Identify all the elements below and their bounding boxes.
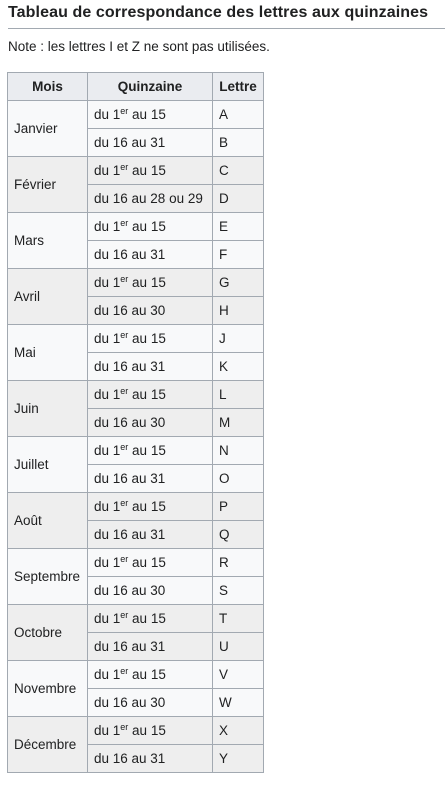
cell-mois: Août: [8, 493, 88, 549]
cell-lettre: Y: [213, 745, 264, 773]
cell-lettre: N: [213, 437, 264, 465]
table-row: [8, 213, 264, 241]
ordinal-sup: er: [120, 162, 129, 172]
cell-lettre: X: [213, 717, 264, 745]
ordinal-sup: er: [120, 218, 129, 228]
cell-lettre: U: [213, 633, 264, 661]
table-row: [8, 381, 264, 409]
quinzaine-prefix: du 1: [94, 163, 121, 178]
ordinal-sup: er: [120, 722, 129, 732]
cell-lettre: V: [213, 661, 264, 689]
cell-quinzaine: [88, 101, 213, 129]
cell-lettre: L: [213, 381, 264, 409]
quinzaine-suffix: au 15: [128, 163, 166, 178]
quinzaine-suffix: au 15: [128, 219, 166, 234]
quinzaine-suffix: au 15: [128, 443, 166, 458]
cell-mois: Septembre: [8, 549, 88, 605]
cell-lettre: O: [213, 465, 264, 493]
quinzaine-suffix: au 15: [128, 555, 166, 570]
correspondence-table: [7, 72, 264, 773]
cell-lettre: W: [213, 689, 264, 717]
cell-quinzaine: du 16 au 31: [88, 353, 213, 381]
cell-mois: Octobre: [8, 605, 88, 661]
cell-quinzaine: du 16 au 31: [88, 241, 213, 269]
cell-quinzaine: du 16 au 30: [88, 689, 213, 717]
cell-lettre: F: [213, 241, 264, 269]
cell-mois: Mars: [8, 213, 88, 269]
quinzaine-prefix: du 1: [94, 667, 121, 682]
table-row: [8, 493, 264, 521]
quinzaine-suffix: au 15: [128, 331, 166, 346]
cell-quinzaine: [88, 549, 213, 577]
cell-lettre: A: [213, 101, 264, 129]
cell-lettre: S: [213, 577, 264, 605]
cell-mois: Décembre: [8, 717, 88, 773]
quinzaine-suffix: au 15: [128, 611, 166, 626]
ordinal-sup: er: [120, 498, 129, 508]
ordinal-sup: er: [120, 442, 129, 452]
table-row: [8, 661, 264, 689]
cell-lettre: D: [213, 185, 264, 213]
cell-quinzaine: [88, 437, 213, 465]
cell-quinzaine: du 16 au 30: [88, 577, 213, 605]
table-row: [8, 325, 264, 353]
header-quinzaine: Quinzaine: [88, 73, 213, 101]
table-row: [8, 101, 264, 129]
table-row: [8, 717, 264, 745]
cell-mois: Mai: [8, 325, 88, 381]
cell-lettre: E: [213, 213, 264, 241]
cell-quinzaine: [88, 325, 213, 353]
cell-lettre: P: [213, 493, 264, 521]
cell-quinzaine: [88, 717, 213, 745]
quinzaine-prefix: du 1: [94, 555, 121, 570]
quinzaine-suffix: au 15: [128, 107, 166, 122]
cell-lettre: Q: [213, 521, 264, 549]
quinzaine-suffix: au 15: [128, 723, 166, 738]
ordinal-sup: er: [120, 554, 129, 564]
cell-mois: Février: [8, 157, 88, 213]
cell-mois: Juillet: [8, 437, 88, 493]
quinzaine-suffix: au 15: [128, 499, 166, 514]
quinzaine-prefix: du 1: [94, 443, 121, 458]
header-mois: Mois: [8, 73, 88, 101]
quinzaine-prefix: du 1: [94, 723, 121, 738]
cell-quinzaine: du 16 au 30: [88, 409, 213, 437]
quinzaine-prefix: du 1: [94, 275, 121, 290]
cell-mois: Janvier: [8, 101, 88, 157]
quinzaine-prefix: du 1: [94, 387, 121, 402]
cell-quinzaine: du 16 au 31: [88, 633, 213, 661]
cell-lettre: B: [213, 129, 264, 157]
cell-quinzaine: du 16 au 31: [88, 465, 213, 493]
cell-mois: Juin: [8, 381, 88, 437]
table-row: [8, 549, 264, 577]
table-row: [8, 269, 264, 297]
ordinal-sup: er: [120, 666, 129, 676]
quinzaine-prefix: du 1: [94, 611, 121, 626]
quinzaine-prefix: du 1: [94, 219, 121, 234]
cell-lettre: K: [213, 353, 264, 381]
quinzaine-prefix: du 1: [94, 499, 121, 514]
ordinal-sup: er: [120, 274, 129, 284]
cell-lettre: R: [213, 549, 264, 577]
ordinal-sup: er: [120, 386, 129, 396]
cell-quinzaine: [88, 381, 213, 409]
page-title: Tableau de correspondance des lettres aux quinzaines: [8, 4, 429, 21]
cell-mois: Avril: [8, 269, 88, 325]
cell-lettre: M: [213, 409, 264, 437]
ordinal-sup: er: [120, 106, 129, 116]
quinzaine-suffix: au 15: [128, 387, 166, 402]
quinzaine-suffix: au 15: [128, 667, 166, 682]
ordinal-sup: er: [120, 610, 129, 620]
quinzaine-prefix: du 1: [94, 107, 121, 122]
cell-lettre: H: [213, 297, 264, 325]
cell-quinzaine: [88, 269, 213, 297]
table-row: [8, 157, 264, 185]
quinzaine-prefix: du 1: [94, 331, 121, 346]
cell-quinzaine: du 16 au 28 ou 29: [88, 185, 213, 213]
cell-quinzaine: du 16 au 30: [88, 297, 213, 325]
title-divider: [8, 28, 445, 29]
cell-lettre: C: [213, 157, 264, 185]
cell-quinzaine: du 16 au 31: [88, 129, 213, 157]
table-row: [8, 605, 264, 633]
cell-quinzaine: du 16 au 31: [88, 521, 213, 549]
header-lettre: Lettre: [213, 73, 264, 101]
quinzaine-suffix: au 15: [128, 275, 166, 290]
cell-quinzaine: du 16 au 31: [88, 745, 213, 773]
table-header-row: [8, 73, 264, 101]
cell-lettre: T: [213, 605, 264, 633]
cell-lettre: J: [213, 325, 264, 353]
cell-mois: Novembre: [8, 661, 88, 717]
ordinal-sup: er: [120, 330, 129, 340]
cell-quinzaine: [88, 605, 213, 633]
cell-quinzaine: [88, 493, 213, 521]
table-body: [8, 101, 264, 773]
cell-quinzaine: [88, 213, 213, 241]
note-text: Note : les lettres I et Z ne sont pas utilisées.: [8, 39, 270, 54]
cell-lettre: G: [213, 269, 264, 297]
cell-quinzaine: [88, 157, 213, 185]
cell-quinzaine: [88, 661, 213, 689]
table-row: [8, 437, 264, 465]
